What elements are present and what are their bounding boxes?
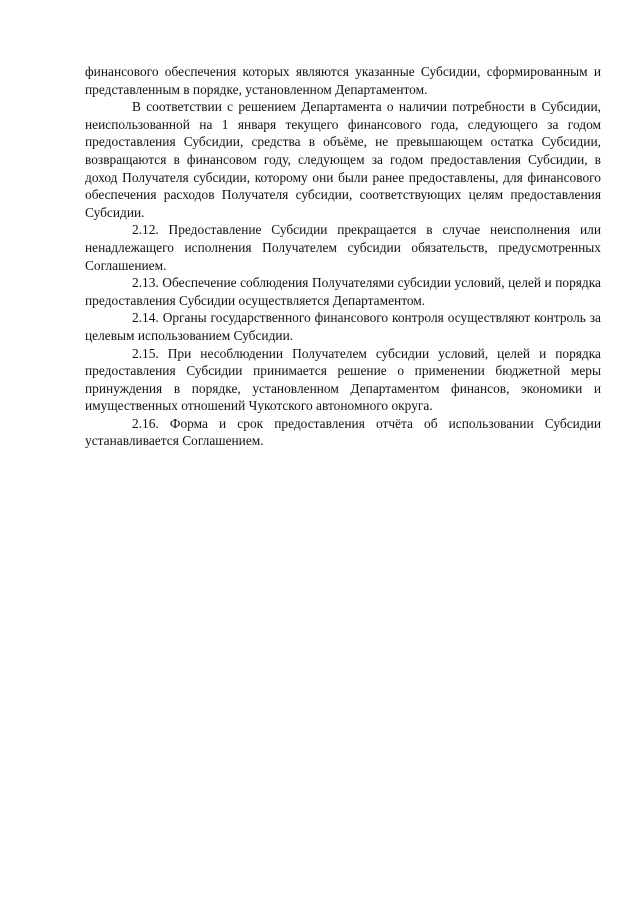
paragraph-2-15: 2.15. При несоблюдении Получателем субсидии условий, целей и порядка предоставления Субсидии принимается решение о применении бюджетной меры принуждения в порядке, установленном Департаментом финансов, экономики и имущественных отношений Чукотского автономного округа. [85,345,601,414]
paragraph-subsidy-return: В соответствии с решением Департамента о наличии потребности в Субсидии, неиспользованной на 1 января текущего финансового года, следующего за годом предоставления Субсидии, средства в объёме, не превышающем остатка Субсидии, возвращаются в финансовом году, следующем за годом предоставления Субсидии, в доход Получателя субсидии, которому они были ранее предоставлены, для финансового обеспечения расходов Получателя субсидии, соответствующих целям предоставления Субсидии. [85,99,601,220]
paragraph-2-13: 2.13. Обеспечение соблюдения Получателями субсидии условий, целей и порядка предоставления Субсидии осуществляется Департаментом. [85,275,601,308]
document-body [85,63,601,450]
paragraph-2-12: 2.12. Предоставление Субсидии прекращается в случае неисполнения или ненадлежащего исполнения Получателем субсидии обязательств, предусмотренных Соглашением. [85,222,601,273]
paragraph-2-16: 2.16. Форма и срок предоставления отчёта об использовании Субсидии устанавливается Соглашением. [85,415,601,449]
paragraph-2-14: 2.14. Органы государственного финансового контроля осуществляют контроль за целевым использованием Субсидии. [85,310,601,343]
paragraph-continuation: финансового обеспечения которых являются указанные Субсидии, сформированным и представленным в порядке, установленном Департаментом. [85,64,601,97]
